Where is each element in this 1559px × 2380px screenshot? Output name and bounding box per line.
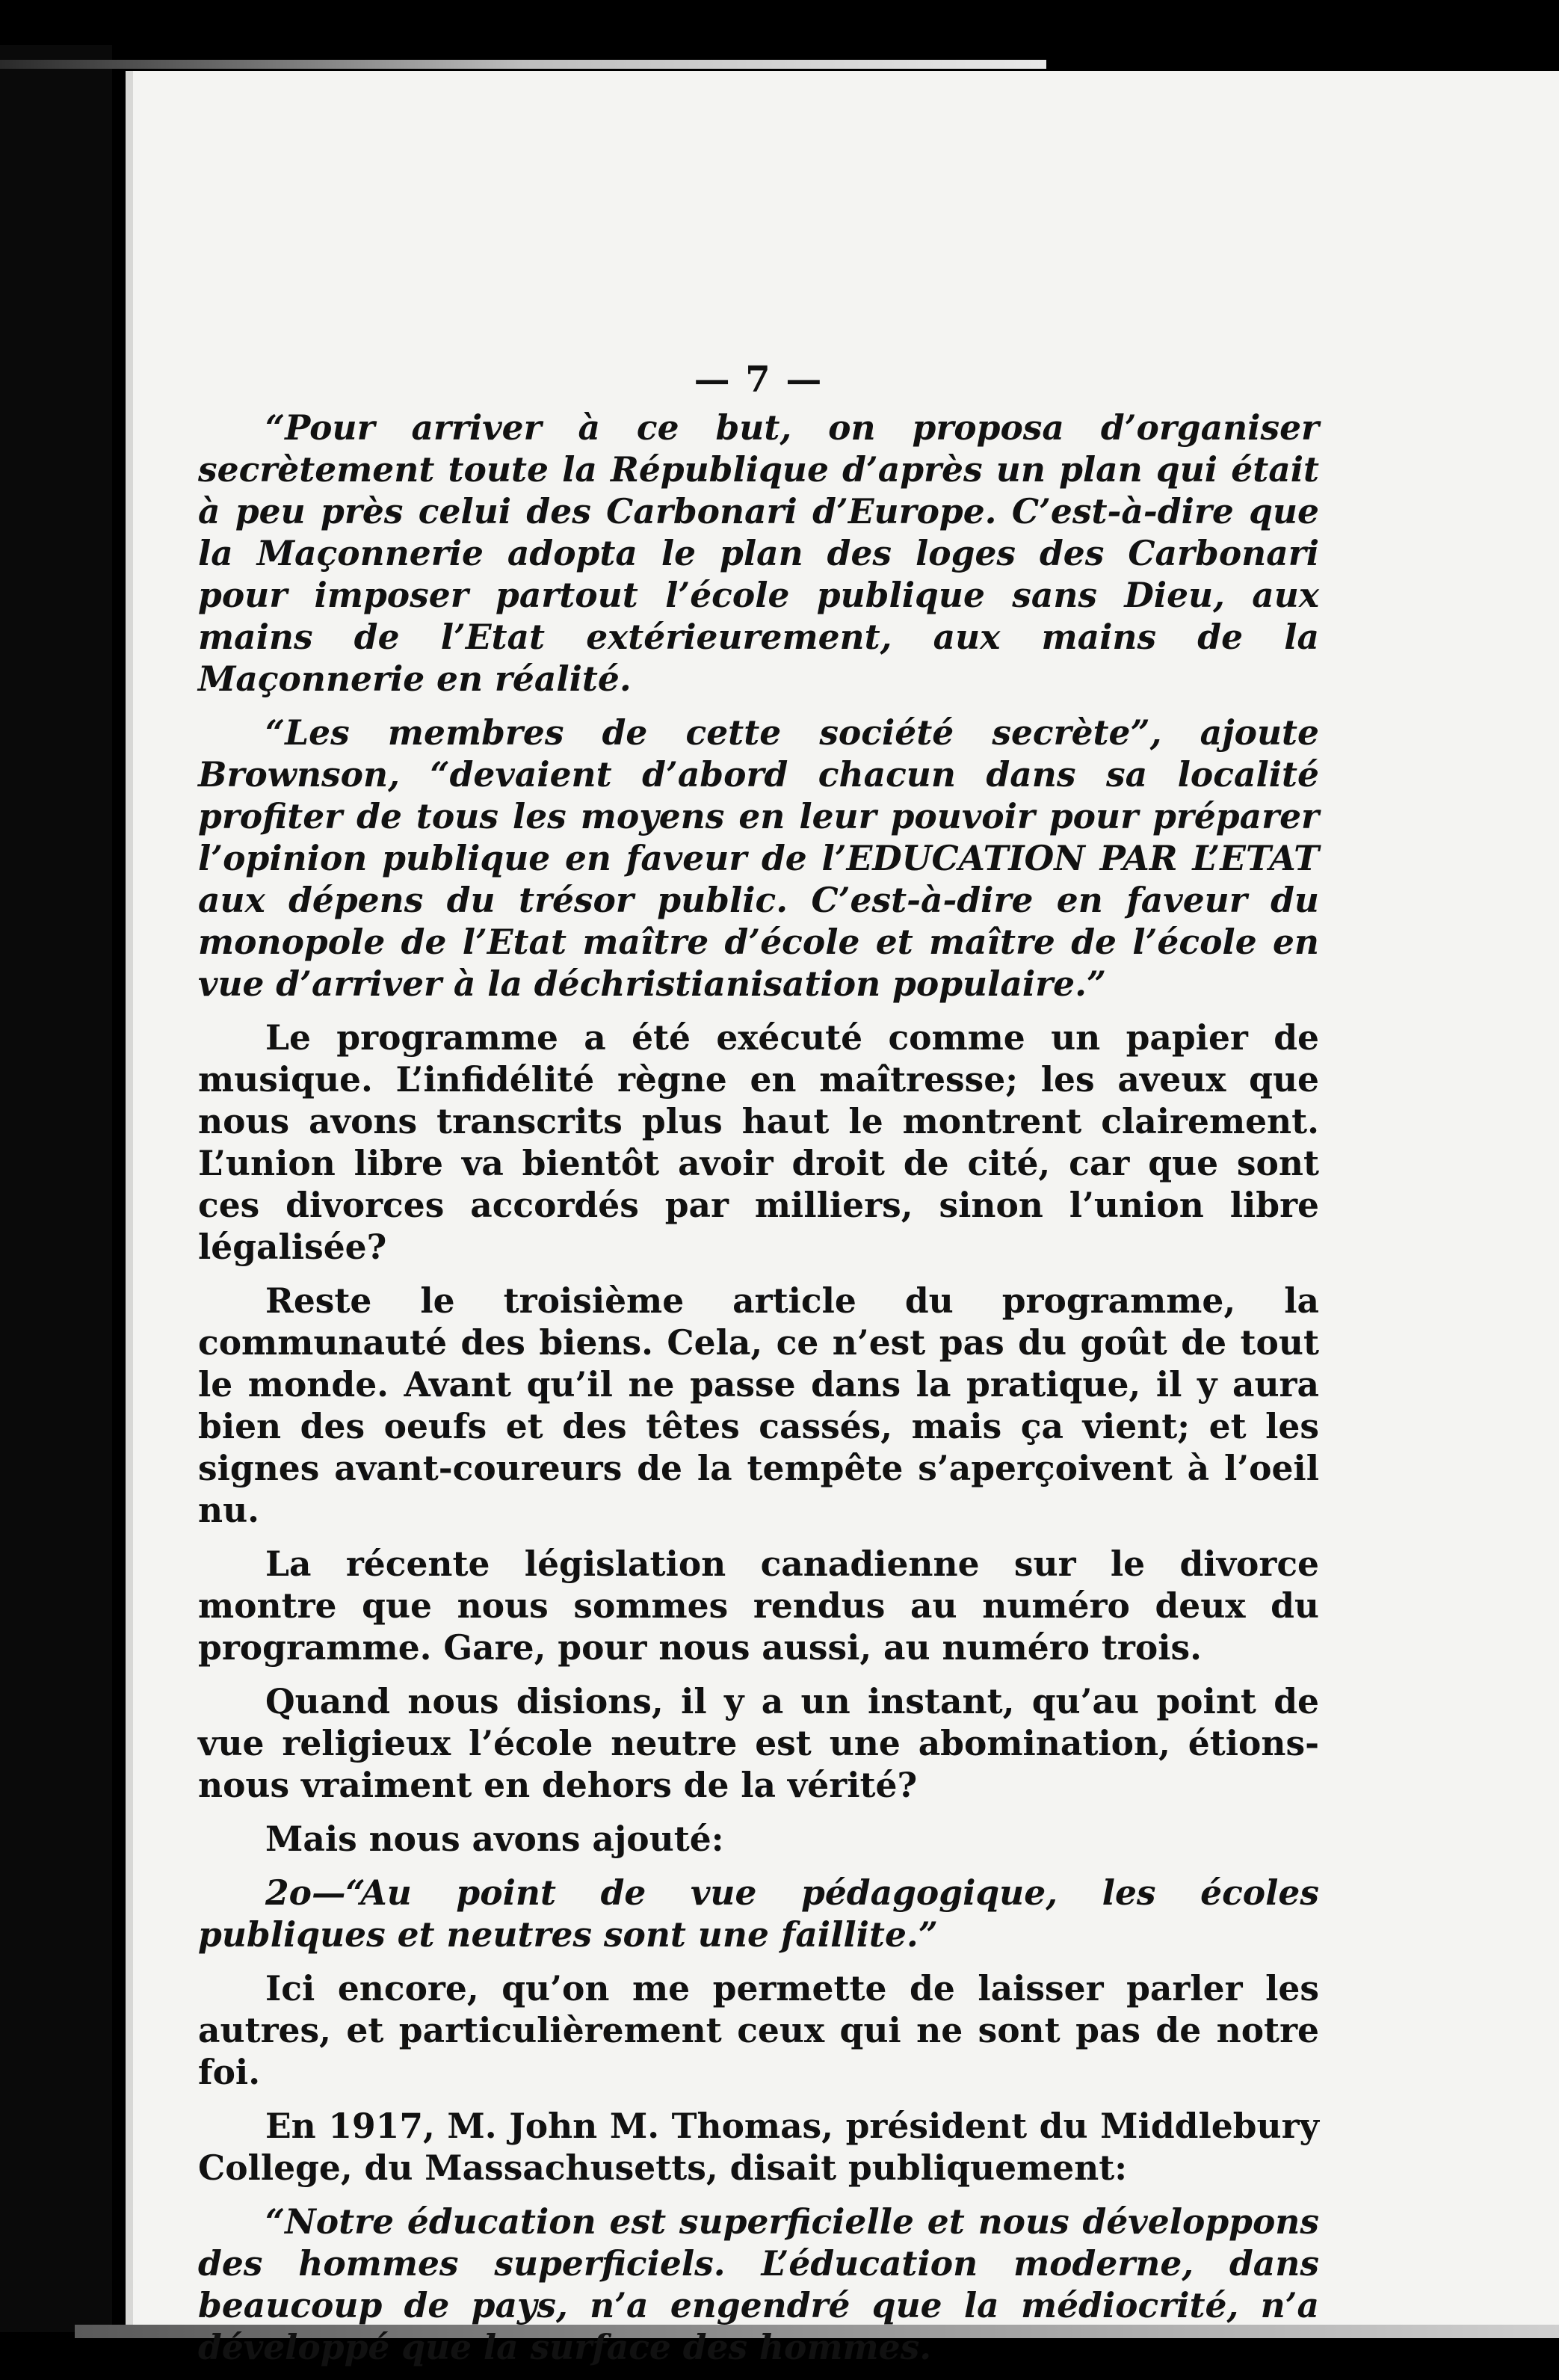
paragraph-quote-carbonari: “Pour arriver à ce but, on proposa d’organiser secrètement toute la République d’après un plan qui était à peu près celui des Carbonari d’Europe. C’est-à-dire que la Maçonnerie adopta le plan des loges des Carbonari pour imposer partout l’école publique sans Dieu, aux mains de l’Etat extérieurement, aux mains de la Maçonnerie en réalité. bbox=[198, 407, 1319, 699]
scan-left-strip bbox=[0, 45, 112, 2332]
paragraph-canadian-legislation: La récente législation canadienne sur le divorce montre que nous sommes rendus au numéro deux du programme. Gare, pour nous aussi, au numéro trois. bbox=[198, 1544, 1319, 1668]
paragraph-quote-brownson: “Les membres de cette société secrète”, ajoute Brownson, “devaient d’abord chacun dans sa localité profiter de tous les moyens en leur pouvoir pour préparer l’opinion publique en faveur de l’EDUCATION PAR L’ETAT aux dépens du trésor public. C’est-à-dire en faveur du monopole de l’Etat maître d’école et maître de l’école en vue d’arriver à la déchristianisation populaire.” bbox=[198, 712, 1319, 1004]
page-content bbox=[198, 359, 1319, 2380]
paragraph-john-thomas: En 1917, M. John M. Thomas, président du Middlebury College, du Massachusetts, disait publiquement: bbox=[198, 2106, 1319, 2188]
paragraph-neutral-school: Quand nous disions, il y a un instant, qu’au point de vue religieux l’école neutre est une abomination, étions-nous vraiment en dehors de la vérité? bbox=[198, 1681, 1319, 1805]
paragraph-quote-thomas: “Notre éducation est superficielle et nous développons des hommes superficiels. L’éducation moderne, dans beaucoup de pays, n’a engendré que la médiocrité, n’a développé que la surface des hommes. bbox=[198, 2201, 1319, 2367]
paragraph-programme-executed: Le programme a été exécuté comme un papier de musique. L’infidélité règne en maîtresse; les aveux que nous avons transcrits plus haut le montrent clairement. L’union libre va bientôt avoir droit de cité, car que sont ces divorces accordés par milliers, sinon l’union libre légalisée? bbox=[198, 1017, 1319, 1267]
page-top-edge bbox=[0, 60, 1046, 69]
paragraph-third-article: Reste le troisième article du programme, la communauté des biens. Cela, ce n’est pas du goût de tout le monde. Avant qu’il ne passe dans la pratique, il y aura bien des oeufs et des têtes cassés, mais ça vient; et les signes avant-coureurs de la tempête s’aperçoivent à l’oeil nu. bbox=[198, 1280, 1319, 1530]
page-number: — 7 — bbox=[694, 359, 824, 401]
paragraph-we-added: Mais nous avons ajouté: bbox=[265, 1819, 724, 1859]
paragraph-pedagogical-point: 2o—“Au point de vue pédagogique, les écoles publiques et neutres sont une faillite.” bbox=[198, 1872, 1319, 1955]
page-spine bbox=[126, 71, 133, 2336]
paragraph-let-others-speak: Ici encore, qu’on me permette de laisser parler les autres, et particulièrement ceux qui ne sont pas de notre foi. bbox=[198, 1968, 1319, 2092]
